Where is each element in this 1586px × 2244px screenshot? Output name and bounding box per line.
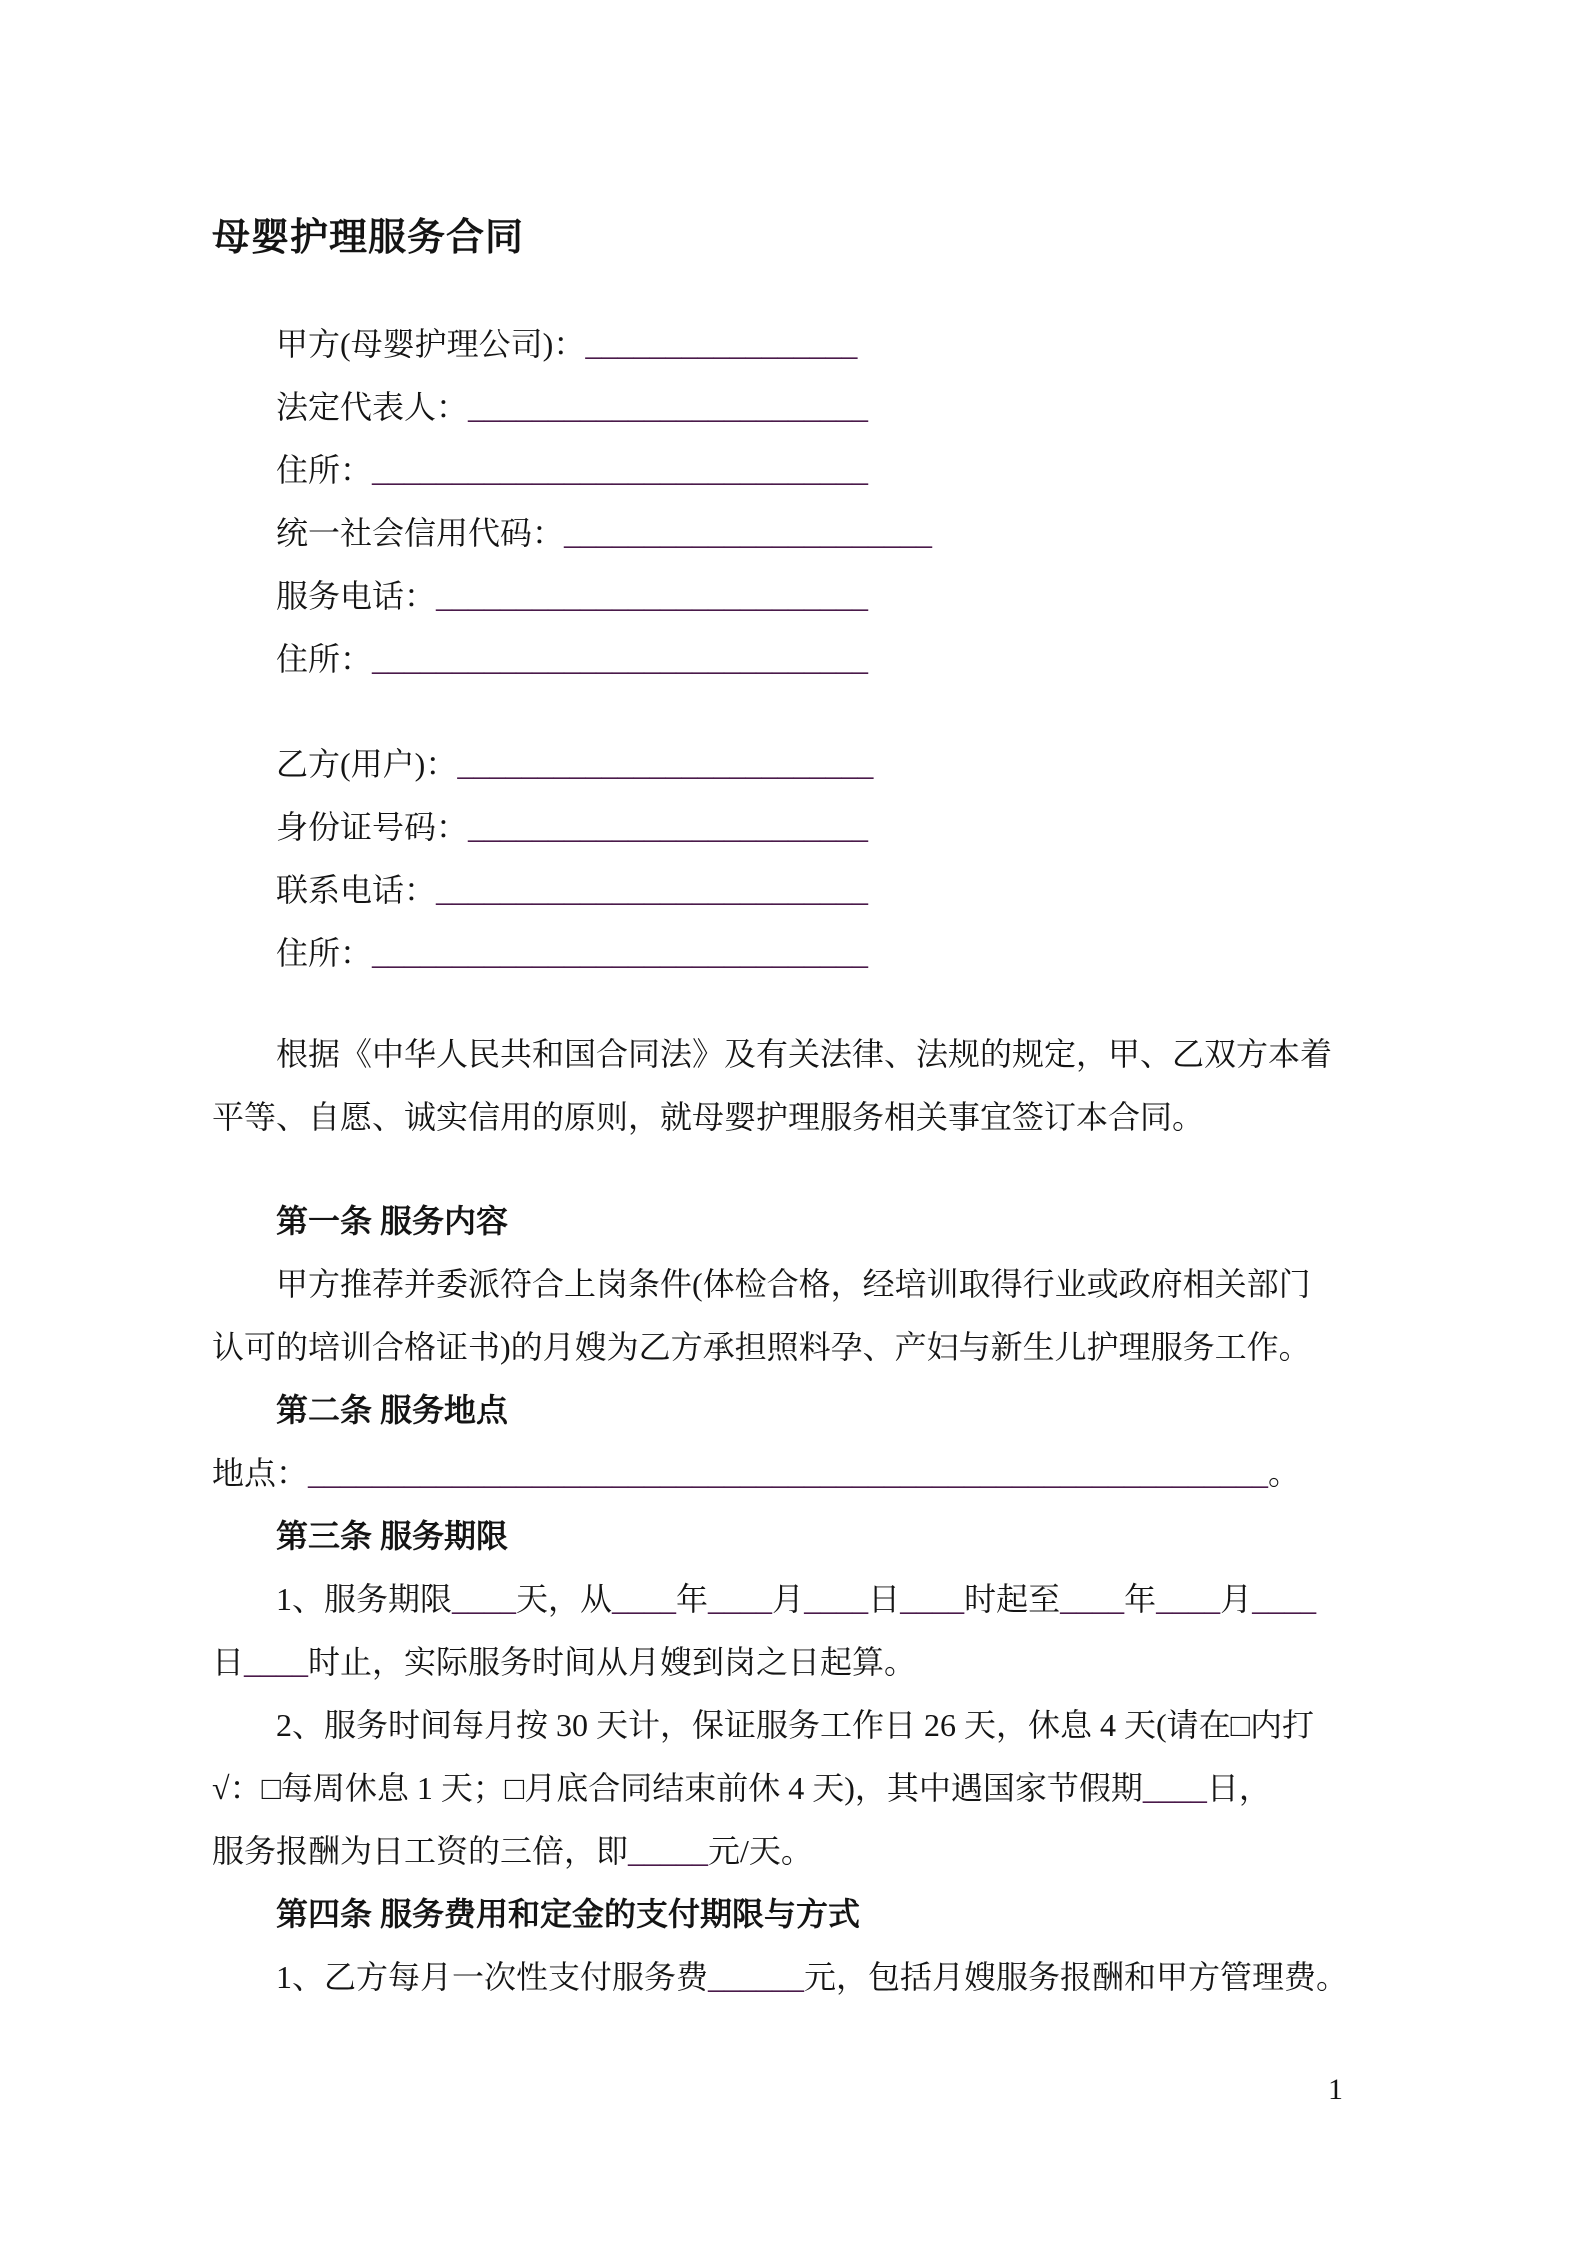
blank-line[interactable]: _____ xyxy=(628,1833,709,1869)
clauses-block xyxy=(212,1190,1374,2009)
blank-line[interactable]: _______________________ xyxy=(564,515,933,551)
clause-2-heading: 第二条 服务地点 xyxy=(276,1392,509,1428)
clause-3-line-5: 服务报酬为日工资的三倍，即_____元/天。 xyxy=(212,1833,813,1869)
field-social-credit-code: 统一社会信用代码：_______________________ xyxy=(276,515,933,551)
blank-line[interactable]: ____ xyxy=(708,1581,773,1617)
field-service-phone: 服务电话：___________________________ xyxy=(276,578,869,614)
field-party-b-name: 乙方(用户)：__________________________ xyxy=(276,746,874,782)
field-legal-representative: 法定代表人：_________________________ xyxy=(276,389,869,425)
field-party-b-address: 住所：_______________________________ xyxy=(276,935,869,971)
party-a-fields xyxy=(212,313,1374,691)
preamble-line-2: 平等、自愿、诚实信用的原则，就母婴护理服务相关事宜签订本合同。 xyxy=(212,1099,1205,1135)
blank-line[interactable]: ____ xyxy=(900,1581,965,1617)
clause-3-line-3: 2、服务时间每月按 30 天计，保证服务工作日 26 天，休息 4 天(请在□内打 xyxy=(276,1707,1314,1743)
blank-line[interactable]: ____ xyxy=(1060,1581,1125,1617)
clause-2-location-field: 地点：____________________________________________________________。 xyxy=(212,1455,1301,1491)
clause-3-line-4: √：□每周休息 1 天；□月底合同结束前休 4 天)，其中遇国家节假期____日， xyxy=(212,1770,1271,1806)
blank-line[interactable]: ____ xyxy=(452,1581,517,1617)
field-party-a-address: 住所：_______________________________ xyxy=(276,452,869,488)
field-party-a-address-2: 住所：_______________________________ xyxy=(276,641,869,677)
field-id-number: 身份证号码：_________________________ xyxy=(276,809,869,845)
blank-line[interactable]: ____ xyxy=(804,1581,869,1617)
blank-line[interactable]: _________________________ xyxy=(468,389,869,425)
blank-line[interactable]: ____ xyxy=(1142,1770,1207,1806)
blank-line[interactable]: ____________________________________________________________ xyxy=(308,1455,1269,1491)
clause-4-line-1: 1、乙方每月一次性支付服务费______元，包括月嫂服务报酬和甲方管理费。 xyxy=(276,1959,1349,1995)
clause-3-line-2: 日____时止，实际服务时间从月嫂到岗之日起算。 xyxy=(212,1644,917,1680)
blank-line[interactable]: ____ xyxy=(244,1644,309,1680)
clause-3-heading: 第三条 服务期限 xyxy=(276,1518,509,1554)
blank-line[interactable]: ____ xyxy=(612,1581,677,1617)
blank-line[interactable]: __________________________ xyxy=(457,746,874,782)
document-title: 母婴护理服务合同 xyxy=(212,217,525,259)
blank-line[interactable]: ___________________________ xyxy=(436,578,869,614)
blank-line[interactable]: _________________________ xyxy=(468,809,869,845)
preamble-line-1: 根据《中华人民共和国合同法》及有关法律、法规的规定，甲、乙双方本着 xyxy=(276,1036,1333,1072)
field-party-a-name: 甲方(母婴护理公司)：_________________ xyxy=(276,326,858,362)
field-contact-phone: 联系电话：___________________________ xyxy=(276,872,869,908)
blank-line[interactable]: _______________________________ xyxy=(372,452,869,488)
blank-line[interactable]: ______ xyxy=(708,1959,805,1995)
clause-3-line-1: 1、服务期限____天，从____年____月____日____时起至____年____月____ xyxy=(276,1581,1317,1617)
preamble-paragraph xyxy=(212,1023,1374,1149)
blank-line[interactable]: _________________ xyxy=(585,326,858,362)
blank-line[interactable]: ____ xyxy=(1252,1581,1317,1617)
clause-1-line-1: 甲方推荐并委派符合上岗条件(体检合格，经培训取得行业或政府相关部门 xyxy=(276,1266,1311,1302)
blank-line[interactable]: _______________________________ xyxy=(372,641,869,677)
clause-1-heading: 第一条 服务内容 xyxy=(276,1203,509,1239)
clause-4-heading: 第四条 服务费用和定金的支付期限与方式 xyxy=(276,1896,861,1932)
party-b-fields xyxy=(212,733,1374,985)
blank-line[interactable]: ___________________________ xyxy=(436,872,869,908)
clause-1-line-2: 认可的培训合格证书)的月嫂为乙方承担照料孕、产妇与新生儿护理服务工作。 xyxy=(212,1329,1311,1365)
contract-content xyxy=(212,0,1374,2009)
blank-line[interactable]: _______________________________ xyxy=(372,935,869,971)
page-number: 1 xyxy=(1328,2073,1343,2106)
blank-line[interactable]: ____ xyxy=(1156,1581,1221,1617)
